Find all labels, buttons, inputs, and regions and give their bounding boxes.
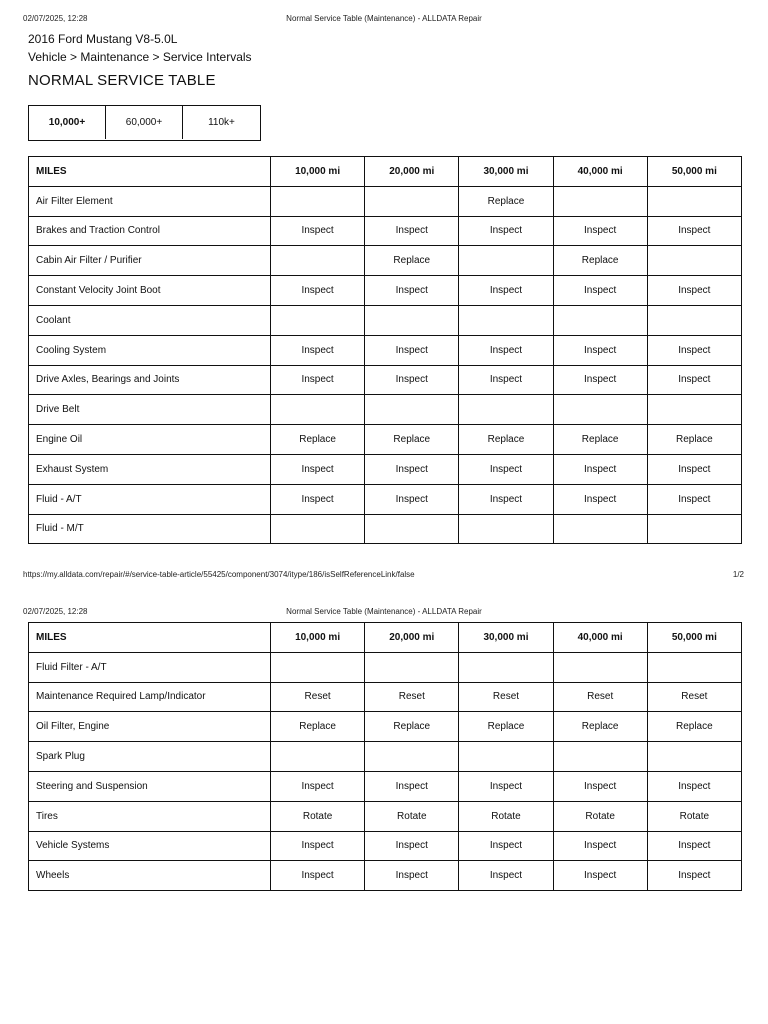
print-doc-title: Normal Service Table (Maintenance) - ALLDATA Repair	[286, 14, 482, 23]
service-action-cell	[647, 186, 741, 216]
service-action-cell: Replace	[647, 712, 741, 742]
print-doc-title: Normal Service Table (Maintenance) - ALLDATA Repair	[286, 607, 482, 616]
column-header-miles: MILES	[29, 623, 271, 653]
service-action-cell: Replace	[459, 425, 553, 455]
table-row	[29, 216, 742, 246]
breadcrumb-item-vehicle[interactable]: Vehicle	[28, 50, 67, 64]
service-action-cell	[365, 186, 459, 216]
service-action-cell	[647, 395, 741, 425]
service-action-cell: Inspect	[365, 335, 459, 365]
service-action-cell	[365, 514, 459, 544]
service-action-cell	[365, 395, 459, 425]
service-action-cell: Inspect	[365, 861, 459, 891]
service-item-label: Engine Oil	[29, 425, 271, 455]
service-action-cell: Inspect	[271, 365, 365, 395]
service-action-cell: Inspect	[271, 771, 365, 801]
column-header-interval: 50,000 mi	[647, 623, 741, 653]
service-item-label: Oil Filter, Engine	[29, 712, 271, 742]
service-action-cell	[271, 186, 365, 216]
service-action-cell: Replace	[271, 712, 365, 742]
service-action-cell: Replace	[365, 712, 459, 742]
table-row	[29, 652, 742, 682]
service-action-cell	[271, 652, 365, 682]
service-action-cell: Replace	[459, 186, 553, 216]
service-action-cell: Inspect	[553, 276, 647, 306]
service-action-cell: Inspect	[365, 216, 459, 246]
service-action-cell: Reset	[459, 682, 553, 712]
service-item-label: Tires	[29, 801, 271, 831]
table-header	[29, 623, 742, 653]
service-action-cell: Replace	[553, 425, 647, 455]
service-action-cell: Inspect	[365, 454, 459, 484]
breadcrumb	[28, 50, 252, 64]
table-row	[29, 484, 742, 514]
table-row	[29, 831, 742, 861]
service-action-cell: Inspect	[647, 831, 741, 861]
service-action-cell	[365, 305, 459, 335]
service-action-cell: Inspect	[459, 276, 553, 306]
table-row	[29, 246, 742, 276]
service-item-label: Maintenance Required Lamp/Indicator	[29, 682, 271, 712]
service-item-label: Wheels	[29, 861, 271, 891]
service-action-cell: Inspect	[459, 484, 553, 514]
service-action-cell	[271, 246, 365, 276]
print-header	[0, 607, 768, 619]
service-action-cell: Inspect	[553, 365, 647, 395]
column-header-miles: MILES	[29, 157, 271, 187]
service-action-cell: Inspect	[271, 484, 365, 514]
service-action-cell: Reset	[647, 682, 741, 712]
service-item-label: Spark Plug	[29, 742, 271, 772]
service-action-cell	[553, 395, 647, 425]
service-action-cell: Inspect	[365, 771, 459, 801]
service-action-cell	[553, 514, 647, 544]
service-table-page2	[28, 622, 742, 891]
service-item-label: Cabin Air Filter / Purifier	[29, 246, 271, 276]
column-header-interval: 30,000 mi	[459, 623, 553, 653]
breadcrumb-separator: >	[152, 50, 160, 64]
service-action-cell: Inspect	[365, 484, 459, 514]
service-item-label: Constant Velocity Joint Boot	[29, 276, 271, 306]
service-table-page1	[28, 156, 742, 544]
service-item-label: Fluid Filter - A/T	[29, 652, 271, 682]
service-action-cell	[647, 246, 741, 276]
service-action-cell	[553, 305, 647, 335]
service-action-cell	[647, 514, 741, 544]
table-row	[29, 186, 742, 216]
service-action-cell: Inspect	[647, 216, 741, 246]
service-item-label: Drive Belt	[29, 395, 271, 425]
service-action-cell: Inspect	[271, 216, 365, 246]
service-action-cell	[271, 395, 365, 425]
service-action-cell: Inspect	[271, 861, 365, 891]
service-action-cell: Reset	[365, 682, 459, 712]
service-action-cell: Inspect	[647, 335, 741, 365]
service-action-cell: Reset	[271, 682, 365, 712]
service-action-cell	[647, 742, 741, 772]
service-action-cell: Inspect	[365, 831, 459, 861]
tab-10000[interactable]: 10,000+	[29, 106, 106, 139]
page-number: 1/2	[732, 570, 744, 579]
breadcrumb-item-service-intervals[interactable]: Service Intervals	[162, 50, 252, 64]
table-header	[29, 157, 742, 187]
breadcrumb-separator: >	[70, 50, 78, 64]
service-action-cell: Reset	[553, 682, 647, 712]
print-date: 02/07/2025, 12:28	[23, 607, 88, 616]
service-action-cell: Inspect	[553, 216, 647, 246]
service-action-cell: Replace	[365, 246, 459, 276]
service-action-cell: Replace	[365, 425, 459, 455]
service-action-cell: Inspect	[553, 831, 647, 861]
service-item-label: Steering and Suspension	[29, 771, 271, 801]
service-action-cell	[271, 305, 365, 335]
service-action-cell: Inspect	[459, 831, 553, 861]
table-row	[29, 682, 742, 712]
table-row	[29, 276, 742, 306]
column-header-interval: 10,000 mi	[271, 157, 365, 187]
column-header-interval: 30,000 mi	[459, 157, 553, 187]
table-row	[29, 514, 742, 544]
service-action-cell: Inspect	[271, 276, 365, 306]
service-action-cell	[271, 514, 365, 544]
service-action-cell: Rotate	[459, 801, 553, 831]
service-action-cell: Inspect	[459, 216, 553, 246]
service-action-cell: Replace	[553, 246, 647, 276]
service-action-cell: Inspect	[647, 861, 741, 891]
service-action-cell	[365, 652, 459, 682]
service-item-label: Coolant	[29, 305, 271, 335]
service-action-cell: Replace	[271, 425, 365, 455]
tab-60000[interactable]: 60,000+	[106, 106, 183, 139]
service-action-cell: Inspect	[553, 454, 647, 484]
table-row	[29, 742, 742, 772]
mileage-tabs	[28, 105, 261, 141]
service-action-cell	[459, 514, 553, 544]
service-action-cell	[553, 186, 647, 216]
service-item-label: Fluid - M/T	[29, 514, 271, 544]
service-action-cell	[459, 652, 553, 682]
service-action-cell: Inspect	[271, 831, 365, 861]
table-row	[29, 801, 742, 831]
service-action-cell: Replace	[459, 712, 553, 742]
column-header-interval: 10,000 mi	[271, 623, 365, 653]
service-action-cell: Rotate	[365, 801, 459, 831]
table-row	[29, 425, 742, 455]
service-action-cell	[647, 305, 741, 335]
service-action-cell: Inspect	[647, 771, 741, 801]
page-title: NORMAL SERVICE TABLE	[28, 72, 216, 89]
service-action-cell: Inspect	[647, 365, 741, 395]
service-item-label: Exhaust System	[29, 454, 271, 484]
tab-110k[interactable]: 110k+	[208, 117, 235, 128]
service-action-cell	[459, 742, 553, 772]
service-action-cell	[459, 246, 553, 276]
service-action-cell: Replace	[647, 425, 741, 455]
table-row	[29, 454, 742, 484]
service-action-cell: Inspect	[459, 861, 553, 891]
service-item-label: Cooling System	[29, 335, 271, 365]
service-action-cell: Inspect	[459, 771, 553, 801]
service-item-label: Air Filter Element	[29, 186, 271, 216]
service-item-label: Brakes and Traction Control	[29, 216, 271, 246]
service-action-cell	[271, 742, 365, 772]
service-item-label: Drive Axles, Bearings and Joints	[29, 365, 271, 395]
service-action-cell: Rotate	[271, 801, 365, 831]
service-action-cell: Inspect	[647, 276, 741, 306]
service-item-label: Fluid - A/T	[29, 484, 271, 514]
service-action-cell: Inspect	[459, 365, 553, 395]
service-action-cell: Inspect	[553, 484, 647, 514]
service-action-cell: Inspect	[459, 454, 553, 484]
table-row	[29, 335, 742, 365]
table-row	[29, 861, 742, 891]
column-header-interval: 20,000 mi	[365, 623, 459, 653]
print-date: 02/07/2025, 12:28	[23, 14, 88, 23]
table-row	[29, 305, 742, 335]
service-action-cell: Inspect	[647, 484, 741, 514]
service-action-cell: Inspect	[553, 335, 647, 365]
table-row	[29, 365, 742, 395]
service-action-cell	[553, 742, 647, 772]
column-header-interval: 40,000 mi	[553, 623, 647, 653]
service-action-cell	[365, 742, 459, 772]
vehicle-title: 2016 Ford Mustang V8-5.0L	[28, 32, 178, 46]
service-action-cell: Inspect	[553, 771, 647, 801]
service-action-cell: Rotate	[553, 801, 647, 831]
service-action-cell: Inspect	[271, 454, 365, 484]
service-action-cell: Replace	[553, 712, 647, 742]
service-action-cell: Inspect	[647, 454, 741, 484]
service-action-cell: Inspect	[553, 861, 647, 891]
column-header-interval: 50,000 mi	[647, 157, 741, 187]
service-action-cell	[459, 305, 553, 335]
table-row	[29, 712, 742, 742]
service-action-cell: Inspect	[459, 335, 553, 365]
table-row	[29, 771, 742, 801]
print-url: https://my.alldata.com/repair/#/service-table-article/55425/component/3074/itype/186/isSelfReferenceLink/false	[23, 570, 415, 579]
service-action-cell: Rotate	[647, 801, 741, 831]
service-action-cell	[647, 652, 741, 682]
column-header-interval: 40,000 mi	[553, 157, 647, 187]
breadcrumb-item-maintenance[interactable]: Maintenance	[80, 50, 150, 64]
service-action-cell	[459, 395, 553, 425]
service-action-cell: Inspect	[365, 365, 459, 395]
service-item-label: Vehicle Systems	[29, 831, 271, 861]
service-action-cell	[553, 652, 647, 682]
service-action-cell: Inspect	[365, 276, 459, 306]
service-action-cell: Inspect	[271, 335, 365, 365]
print-header	[0, 14, 768, 26]
column-header-interval: 20,000 mi	[365, 157, 459, 187]
table-row	[29, 395, 742, 425]
